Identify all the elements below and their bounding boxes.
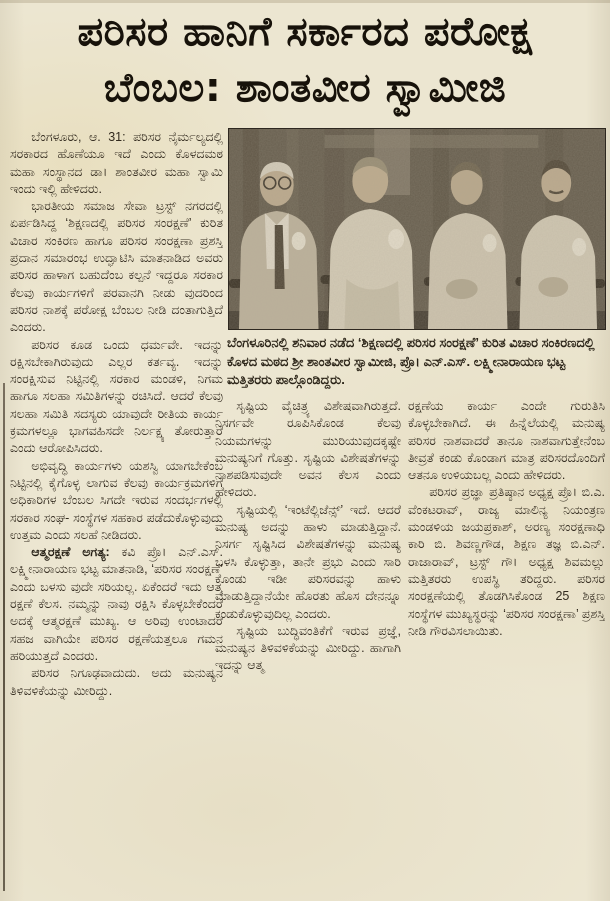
body-paragraph: ರಕ್ಷಣೆಯ ಕಾರ್ಯ ಎಂದೇ ಗುರುತಿಸಿ ಕೊಳ್ಳಬೇಕಾಗಿದೆ. ಈ ಹಿನ್ನೆಲೆಯಲ್ಲಿ ಮನುಷ್ಯ ಪರಿಸರ ನಾಶವಾದರೆ ತಾನೂ ನಾಶವಾಗುತ್ತೇನೆಂಬ ತೀವ್ರತೆ ಕಂಡು ಕೊಂಡಾಗ ಮಾತ್ರ ಪರಿಸರದೊಂದಿಗೆ ಆತನೂ ಉಳಿಯಬಲ್ಲ ಎಂದು ಹೇಳಿದರು. (408, 399, 605, 483)
body-paragraph: ಬೆಂಗಳೂರು, ಆ. 31: ಪರಿಸರ ನೈರ್ಮಲ್ಯದಲ್ಲಿ ಸರಕಾರದ ಹೊಣೆಯೂ ಇದೆ ಎಂದು ಕೊಳದಮಠ ಮಹಾ ಸಂಸ್ಥಾನದ ಡಾ। ಶಾಂತವೀರ ಮಹಾ ಸ್ವಾಮಿ ಇಂದು ಇಲ್ಲಿ ಹೇಳಿದರು. (10, 130, 223, 196)
body-paragraph: ಅಭಿವೃದ್ಧಿ ಕಾರ್ಯಗಳು ಯಶಸ್ವಿ ಯಾಗಬೇಕೆಂಬ ನಿಟ್ಟಿನಲ್ಲಿ ಕೈಗೊಳ್ಳ ಲಾಗುವ ಕೆಲವು ಕಾರ್ಯಕ್ರಮಗಳಿಗೆ ಅಧಿಕಾರಿಗಳ ಬೆಂಬಲ ಸಿಗದೇ ಇರುವ ಸಂದರ್ಭಗಳಲ್ಲಿ ಸರಕಾರ ಸಂಘ- ಸಂಸ್ಥೆಗಳ ಸಹಕಾರ ಪಡೆದುಕೊಳ್ಳುವುದು ಉತ್ತಮ ಎಂದು ಸಲಹೆ ನೀಡಿದರು. (10, 458, 223, 542)
clipping-top-edge (0, 0, 610, 3)
subhead-paragraph-text: ಕವಿ ಪ್ರೊ। ಎನ್.ಎಸ್. ಲಕ್ಷ್ಮೀನಾರಾಯಣ ಭಟ್ಟ ಮಾತನಾಡಿ, ‘ಪರಿಸರ ಸಂರಕ್ಷಣೆ’ ಎಂದು ಬಳಸು ವುದೇ ಸರಿಯಲ್ಲ. ಏಕೆಂದರೆ ಇದು ಆತ್ಮ ರಕ್ಷಣೆ ಕೆಲಸ. ನಮ್ಮನ್ನು ನಾವು ರಕ್ಷಿಸಿ ಕೊಳ್ಳಬೇಕೆಂದರೆ ಅದಕ್ಕೆ ಆತ್ಮರಕ್ಷಣೆ ಮುಖ್ಯ. ಆ ಅರಿವು ಉಂಟಾದರೆ ಸಹಜ ವಾಗಿಯೇ ಪರಿಸರ ರಕ್ಷಣೆಯತ್ತಲೂ ಗಮನ ಹರಿಯುತ್ತದೆ ಎಂದರು. (10, 545, 223, 663)
clipping-left-edge (3, 383, 5, 891)
body-paragraph: ಪರಿಸರ ಕೂಡ ಒಂದು ಧರ್ಮವೇ. ಇದನ್ನು ರಕ್ಷಿಸಬೇಕಾಗಿರುವುದು ಎಲ್ಲರ ಕರ್ತವ್ಯ. ಇದನ್ನು ಸಂರಕ್ಷಿಸುವ ನಿಟ್ಟಿನಲ್ಲಿ ಸರಕಾರ ಮಂಡಳಿ, ನಿಗಮ ಹಾಗೂ ಸಲಹಾ ಸಮಿತಿಗಳನ್ನು ರಚಿಸಿದೆ. ಆದರೆ ಕೆಲವು ಸಲಹಾ ಸಮಿತಿ ಸದಸ್ಯರು ಯಾವುದೇ ರೀತಿಯ ಕಾರ್ಯ ಕ್ರಮಗಳಲ್ಲೂ ಭಾಗವಹಿಸದೇ ನಿರ್ಲಕ್ಷ್ಯ ತೋರುತ್ತಾರೆ ಎಂದು ಆರೋಪಿಸಿದರು. (10, 337, 223, 456)
body-paragraph: ಭಾರತೀಯ ಸಮಾಜ ಸೇವಾ ಟ್ರಸ್ಟ್ ನಗರದಲ್ಲಿ ಏರ್ಪಡಿಸಿದ್ದ ‘ಶಿಕ್ಷಣದಲ್ಲಿ ಪರಿಸರ ಸಂರಕ್ಷಣೆ’ ಕುರಿತ ವಿಚಾರ ಸಂಕಿರಣ ಹಾಗೂ ಪರಿಸರ ಸಂರಕ್ಷಣಾ ಪ್ರಶಸ್ತಿ ಪ್ರದಾನ ಸಮಾರಂಭ ಉದ್ಘಾಟಿಸಿ ಮಾತನಾಡಿದ ಅವರು ಪರಿಸರ ಹಾಳಾಗ ಬಹುದೆಂಬ ಕಲ್ಪನೆ ಇದ್ದರೂ ಸರಕಾರ ಕೆಲವು ಕಾರ್ಯಗಳಿಗೆ ಪರವಾನಗಿ ನೀಡು ವುದರಿಂದ ಪರಿಸರ ನಾಶಕ್ಕೆ ಪರೋಕ್ಷ ಬೆಂಬಲ ನೀಡಿ ದಂತಾಗುತ್ತಿದೆ ಎಂದರು. (10, 199, 223, 335)
body-paragraph: ಸೃಷ್ಟಿಯ ಬುದ್ಧಿವಂತಿಕೆಗೆ ಇರುವ ಪ್ರಜ್ಞೆ, ಮನುಷ್ಯನ ತಿಳಿವಳಿಕೆಯನ್ನು ಮೀರಿದ್ದು. ಹಾಗಾಗಿ ಇದನ್ನು ಆತ್ಮ (215, 623, 401, 673)
middle-column (215, 398, 401, 714)
body-paragraph: ಸೃಷ್ಟಿಯಲ್ಲಿ ‘ಇಂಟೆಲ್ಲಿಜೆನ್ಸ್’ ಇದೆ. ಆದರೆ ಮನುಷ್ಯ ಅದನ್ನು ಹಾಳು ಮಾಡುತ್ತಿದ್ದಾನೆ. ನಿಸರ್ಗ ಸೃಷ್ಟಿಸಿದ ವಿಶೇಷತೆಗಳನ್ನು ಮನುಷ್ಯ ಬಳಸಿ ಕೊಳ್ಳುತ್ತಾ, ತಾನೇ ಪ್ರಭು ಎಂದು ಸಾರಿ ಕೊಂಡು ಇಡೀ ಪರಿಸರವನ್ನು ಹಾಳು ಮಾಡುತ್ತಿದ್ದಾನೆಯೇ ಹೊರತು ಹೊಸ ದೇನನ್ನೂ ಕಂಡುಕೊಳ್ಳುವುದಿಲ್ಲ ಎಂದರು. (215, 502, 401, 621)
photo-caption: ಬೆಂಗಳೂರಿನಲ್ಲಿ ಶನಿವಾರ ನಡೆದ ‘ಶಿಕ್ಷಣದಲ್ಲಿ ಪರಿಸರ ಸಂರಕ್ಷಣೆ’ ಕುರಿತ ವಿಚಾರ ಸಂಕಿರಣದಲ್ಲಿ ಕೊಳದ ಮಠದ ಶ್ರೀ ಶಾಂತವೀರ ಸ್ವಾಮೀಜಿ, ಪ್ರೊ। ಎನ್.ಎಸ್. ಲಕ್ಷ್ಮೀನಾರಾಯಣ ಭಟ್ಟ ಮತ್ತಿತರರು ಪಾಲ್ಗೊಂಡಿದ್ದರು. (227, 335, 595, 387)
body-paragraph-with-subhead (10, 544, 223, 665)
article-headline (0, 4, 610, 116)
body-paragraph: ಪರಿಸರ ನಿಗೂಢವಾದುದು. ಅದು ಮನುಷ್ಯನ ತಿಳಿವಳಿಕೆಯನ್ನು ಮೀರಿದ್ದು. (10, 666, 223, 698)
inline-subhead: ಆತ್ಮರಕ್ಷಣೆ ಅಗತ್ಯ: (31, 545, 110, 560)
headline-line-2: ಬೆಂಬಲ: ಶಾಂತವೀರ ಸ್ವಾಮೀಜಿ (103, 65, 507, 111)
photo-illustration (229, 129, 605, 329)
left-column (10, 129, 223, 892)
right-column (408, 398, 605, 698)
body-paragraph: ಪರಿಸರ ಪ್ರಜ್ಞಾ ಪ್ರತಿಷ್ಠಾನ ಅಧ್ಯಕ್ಷ ಪ್ರೊ। ಬಿ.ಎ. ವೆಂಕಟರಾವ್, ರಾಜ್ಯ ಮಾಲಿನ್ಯ ನಿಯಂತ್ರಣ ಮಂಡಳಿಯ ಜಯಪ್ರಕಾಶ್, ಅರಣ್ಯ ಸಂರಕ್ಷಣಾಧಿ ಕಾರಿ ಬಿ. ಶಿವಣ್ಣಗೌಡ, ಶಿಕ್ಷಣ ತಜ್ಞ ಬಿ.ಎನ್. ರಾಜಾರಾವ್, ಟ್ರಸ್ಟ್ ಗೌ। ಅಧ್ಯಕ್ಷ ಶಿವಮಲ್ಲು ಮತ್ತಿತರರು ಉಪಸ್ಥಿ ತರಿದ್ದರು. ಪರಿಸರ ಸಂರಕ್ಷಣೆಯಲ್ಲಿ ತೊಡಗಿಸಿಕೊಂಡ 25 ಶಿಕ್ಷಣ ಸಂಸ್ಥೆಗಳ ಮುಖ್ಯಸ್ಥರನ್ನು ‘ಪರಿಸರ ಸಂರಕ್ಷಣಾ’ ಪ್ರಶಸ್ತಿ ನೀಡಿ ಗೌರವಿಸಲಾಯಿತು. (408, 485, 605, 638)
seminar-photograph (228, 128, 606, 330)
headline-line-1: ಪರಿಸರ ಹಾನಿಗೆ ಸರ್ಕಾರದ ಪರೋಕ್ಷ (77, 9, 533, 55)
body-paragraph: ಸೃಷ್ಟಿಯ ವೈಚಿತ್ರ್ಯ ವಿಶೇಷವಾಗಿರುತ್ತದೆ. ನಿಸರ್ಗವೇ ರೂಪಿಸಿಕೊಂಡ ಕೆಲವು ನಿಯಮಗಳನ್ನು ಮುರಿಯುವುದಕ್ಕಷ್ಟೇ ಮನುಷ್ಯನಿಗೆ ಗೊತ್ತು. ಸೃಷ್ಟಿಯ ವಿಶೇಷತೆಗಳನ್ನು ನಾಶಪಡಿಸುವುದೇ ಅವನ ಕೆಲಸ ಎಂದು ಹೇಳಿದರು. (215, 399, 401, 500)
